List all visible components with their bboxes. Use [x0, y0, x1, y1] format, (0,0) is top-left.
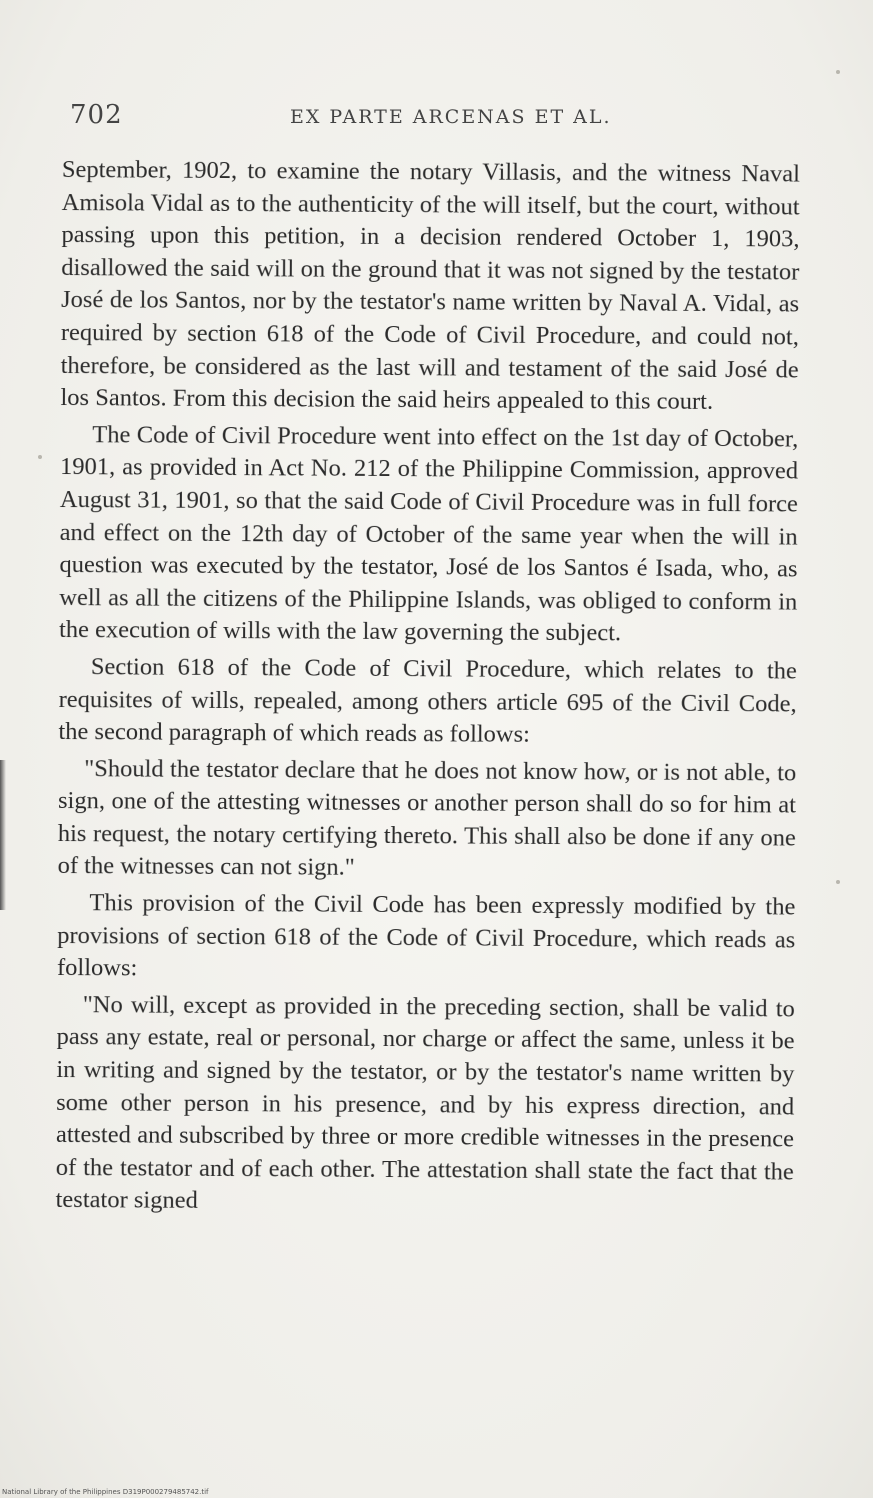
- paragraph: September, 1902, to examine the notary Villasis, and the witness Naval Amisola Vidal as to the authenticity of the will itself, but the court, without passing upon this petition, in a decision rendered October 1, 1903, disallowed the said will on the ground that it was not signed by the testator José de los Santos, nor by the testator's name written by Naval A. Vidal, as required by section 618 of the Code of Civil Procedure, and could not, therefore, be considered as the last will and testament of the said José de los Santos. From this decision the said heirs appealed to this court.: [60, 155, 800, 416]
- paragraph: The Code of Civil Procedure went into effect on the 1st day of October, 1901, as provided in Act No. 212 of the Philippine Commission, approved August 31, 1901, so that the said Code of Civil Procedure was in full force and effect on the 12th day of October of the same year when the will in question was executed by the testator, José de los Santos é Isada, who, as well as all the citizens of the Philippine Islands, was obliged to conform in the execution of wills with the law governing the subject.: [59, 420, 799, 647]
- page-number: 702: [70, 100, 123, 130]
- scan-speck: [836, 880, 840, 884]
- scan-speck: [38, 455, 42, 459]
- paragraph: Section 618 of the Code of Civil Procedure, which relates to the requisites of wills, repealed, among others article 695 of the Civil Code, the second paragraph of which reads as follows:: [58, 653, 797, 748]
- page-header: [70, 100, 800, 140]
- scan-edge-shadow: [0, 760, 6, 910]
- scan-speck: [836, 70, 840, 74]
- scan-credit: National Library of the Philippines D319P000279485742.tif: [2, 1488, 209, 1496]
- quoted-paragraph: "Should the testator declare that he does not know how, or is not able, to sign, one of the attesting witnesses or another person shall do so for him at his request, the notary certifying thereto. This shall also be done if any one of the witnesses can not sign.": [57, 754, 797, 882]
- body-text: [56, 154, 800, 1221]
- paragraph: This provision of the Civil Code has been expressly modified by the provisions of section 618 of the Code of Civil Procedure, which reads as follows:: [56, 889, 796, 982]
- running-title: EX PARTE ARCENAS ET AL.: [290, 106, 612, 128]
- quoted-paragraph: "No will, except as provided in the preceding section, shall be valid to pass any estate, real or personal, nor charge or affect the same, unless it be in writing and signed by the testator, or by the testator's name written by some other person in his presence, and by his express direction, and attested and subscribed by three or more credible witnesses in the presence of the testator and of each other. The attestation shall state the fact that the testator signed: [55, 990, 795, 1215]
